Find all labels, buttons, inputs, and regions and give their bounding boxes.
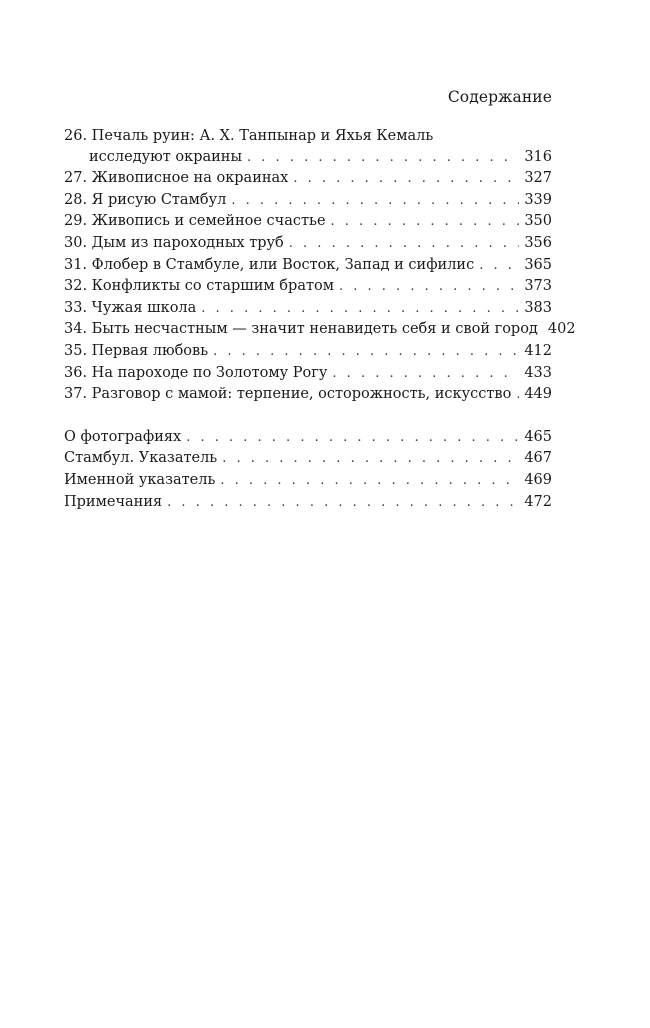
entry-row — [64, 233, 552, 255]
chapter-entry — [64, 319, 576, 341]
entry-title: О фотографиях — [64, 428, 182, 445]
entry-title-line: 26. Печаль руин: А. Х. Танпынар и Яхья Кемаль — [64, 128, 434, 144]
entry-row — [64, 448, 552, 470]
chapter-list — [64, 126, 576, 406]
page-number: 402 — [547, 321, 576, 338]
entry-title: исследуют окраины — [89, 148, 243, 165]
dot-leader — [331, 212, 520, 233]
page-number: 469 — [524, 471, 552, 488]
page-number: 465 — [524, 428, 552, 445]
page-number: 383 — [524, 299, 552, 316]
dot-leader — [231, 191, 519, 212]
entry-row — [64, 147, 552, 169]
dot-leader — [516, 385, 519, 406]
dot-leader — [332, 364, 519, 385]
page-number: 449 — [524, 386, 552, 403]
entry-title: 36. На пароходе по Золотому Рогу — [64, 364, 328, 381]
appendix-entry — [64, 448, 552, 470]
entry-row — [64, 211, 552, 233]
chapter-entry — [64, 211, 552, 233]
entry-title: Именной указатель — [64, 471, 216, 488]
entry-row — [64, 427, 552, 449]
entry-row — [64, 363, 552, 385]
entry-title: 28. Я рисую Стамбул — [64, 191, 227, 208]
dot-leader — [222, 449, 519, 470]
appendix-entry — [64, 492, 552, 514]
chapter-entry — [64, 298, 552, 320]
page-number: 373 — [524, 278, 552, 295]
entry-title: 30. Дым из пароходных труб — [64, 234, 284, 251]
entry-title: Стамбул. Указатель — [64, 450, 218, 467]
page-number: 472 — [524, 493, 552, 510]
chapter-entry — [64, 233, 552, 255]
page-number: 467 — [524, 450, 552, 467]
entry-title: 27. Живописное на окраинах — [64, 170, 289, 187]
page-number: 365 — [524, 256, 552, 273]
chapter-entry — [64, 363, 552, 385]
chapter-entry — [64, 384, 552, 406]
appendix-entry — [64, 470, 552, 492]
entry-title: 29. Живопись и семейное счастье — [64, 213, 326, 230]
dot-leader — [289, 234, 520, 255]
entry-row — [64, 276, 552, 298]
page-number: 412 — [524, 342, 552, 359]
entry-row — [64, 190, 552, 212]
entry-title: 35. Первая любовь — [64, 342, 209, 359]
entry-row — [64, 470, 552, 492]
entry-row — [64, 255, 552, 277]
entry-title: 37. Разговор с мамой: терпение, осторожность, искусство — [64, 386, 512, 403]
page-number: 356 — [524, 234, 552, 251]
entry-row — [64, 319, 576, 341]
chapter-entry — [64, 276, 552, 298]
dot-leader — [213, 342, 519, 363]
entry-row — [64, 341, 552, 363]
chapter-entry — [64, 255, 552, 277]
dot-leader — [339, 277, 519, 298]
dot-leader — [167, 493, 519, 514]
page-number: 339 — [524, 191, 552, 208]
chapter-entry — [64, 168, 552, 190]
dot-leader — [220, 471, 519, 492]
dot-leader — [247, 148, 519, 169]
page-number: 327 — [524, 170, 552, 187]
dot-leader — [186, 428, 519, 449]
entry-title: 31. Флобер в Стамбуле, или Восток, Запад и сифилис — [64, 256, 475, 273]
chapter-entry — [64, 341, 552, 363]
entry-row — [64, 168, 552, 190]
page-number: 316 — [524, 148, 552, 165]
entry-title: 34. Быть несчастным — значит ненавидеть себя и свой город — [64, 321, 538, 338]
dot-leader — [479, 256, 519, 277]
appendix-list — [64, 427, 552, 513]
entry-title: Примечания — [64, 493, 163, 510]
running-head: Содержание — [447, 88, 552, 106]
entry-row — [64, 298, 552, 320]
section-gap — [64, 406, 552, 427]
entry-title: 33. Чужая школа — [64, 299, 197, 316]
chapter-entry — [64, 126, 552, 168]
appendix-entry — [64, 427, 552, 449]
entry-row — [64, 384, 552, 406]
page-number: 350 — [524, 213, 552, 230]
chapter-entry — [64, 190, 552, 212]
dot-leader — [293, 169, 519, 190]
table-of-contents — [64, 126, 576, 513]
entry-row — [64, 492, 552, 514]
dot-leader — [201, 299, 519, 320]
page-number: 433 — [524, 364, 552, 381]
entry-title: 32. Конфликты со старшим братом — [64, 278, 334, 295]
